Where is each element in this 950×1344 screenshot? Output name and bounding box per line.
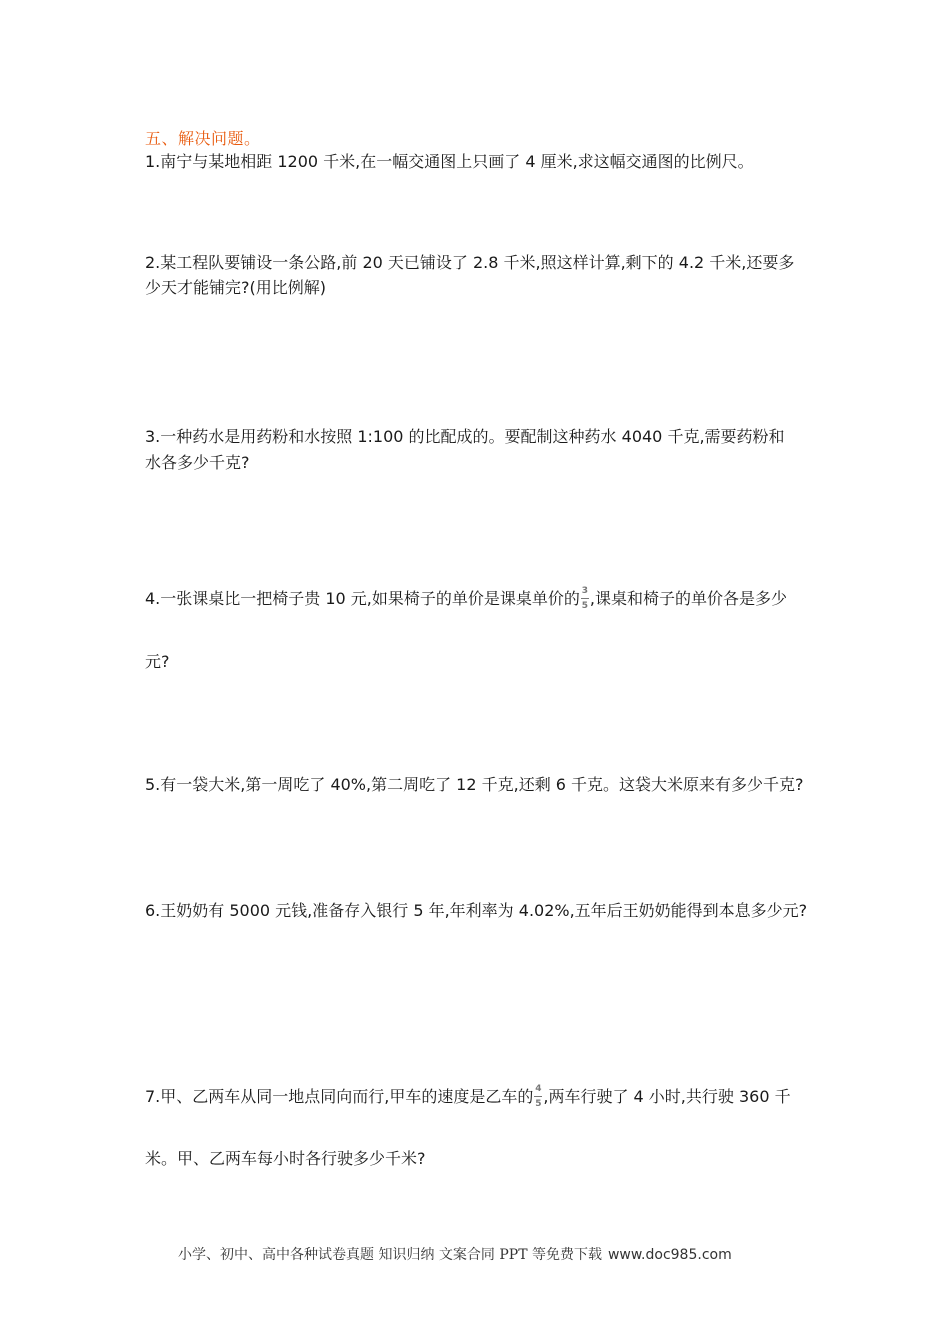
question-5: 5.有一袋大米,第一周吃了 40%,第二周吃了 12 千克,还剩 6 千克。这袋大米原来有多少千克? [145, 775, 804, 794]
fraction-numerator: 3 [581, 586, 589, 596]
question-4-text-after: ,课桌和椅子的单价各是多少 [589, 589, 787, 608]
fraction-bar [534, 1096, 542, 1097]
question-7-text-after: ,两车行驶了 4 小时,共行驶 360 千 [543, 1087, 791, 1106]
question-7-line-2: 米。甲、乙两车每小时各行驶多少千米? [145, 1149, 426, 1168]
question-2-line-2: 少天才能铺完?(用比例解) [145, 278, 326, 297]
fraction-denominator: 5 [581, 601, 589, 611]
fraction-bar [581, 598, 589, 599]
question-4-text-before: 4.一张课桌比一把椅子贵 10 元,如果椅子的单价是课桌单价的 [145, 589, 580, 608]
footer-url-link[interactable]: www.doc985.com [607, 1247, 732, 1263]
fraction-numerator: 4 [535, 1084, 542, 1094]
question-7-text-before: 7.甲、乙两车从同一地点同向而行,甲车的速度是乙车的 [145, 1087, 534, 1106]
fraction-denominator: 5 [535, 1099, 542, 1109]
question-7-line-1 [145, 1085, 791, 1109]
question-4-line-2: 元? [145, 652, 170, 671]
fraction-three-fifths [580, 586, 590, 611]
question-3-line-1: 3.一种药水是用药粉和水按照 1:100 的比配成的。要配制这种药水 4040 千克,需要药粉和 [145, 427, 785, 446]
question-2-line-1: 2.某工程队要铺设一条公路,前 20 天已铺设了 2.8 千米,照这样计算,剩下的 4.2 千米,还要多 [145, 253, 795, 272]
footer-text: 小学、初中、高中各种试卷真题 知识归纳 文案合同 PPT 等免费下载 [178, 1247, 602, 1263]
fraction-four-fifths [533, 1084, 543, 1109]
question-3-line-2: 水各多少千克? [145, 453, 250, 472]
section-title: 五、解决问题。 [145, 129, 261, 148]
question-6: 6.王奶奶有 5000 元钱,准备存入银行 5 年,年利率为 4.02%,五年后王奶奶能得到本息多少元? [145, 901, 808, 920]
footer [178, 1244, 732, 1264]
question-4-line-1 [145, 587, 787, 611]
question-1: 1.南宁与某地相距 1200 千米,在一幅交通图上只画了 4 厘米,求这幅交通图的比例尺。 [145, 152, 754, 171]
